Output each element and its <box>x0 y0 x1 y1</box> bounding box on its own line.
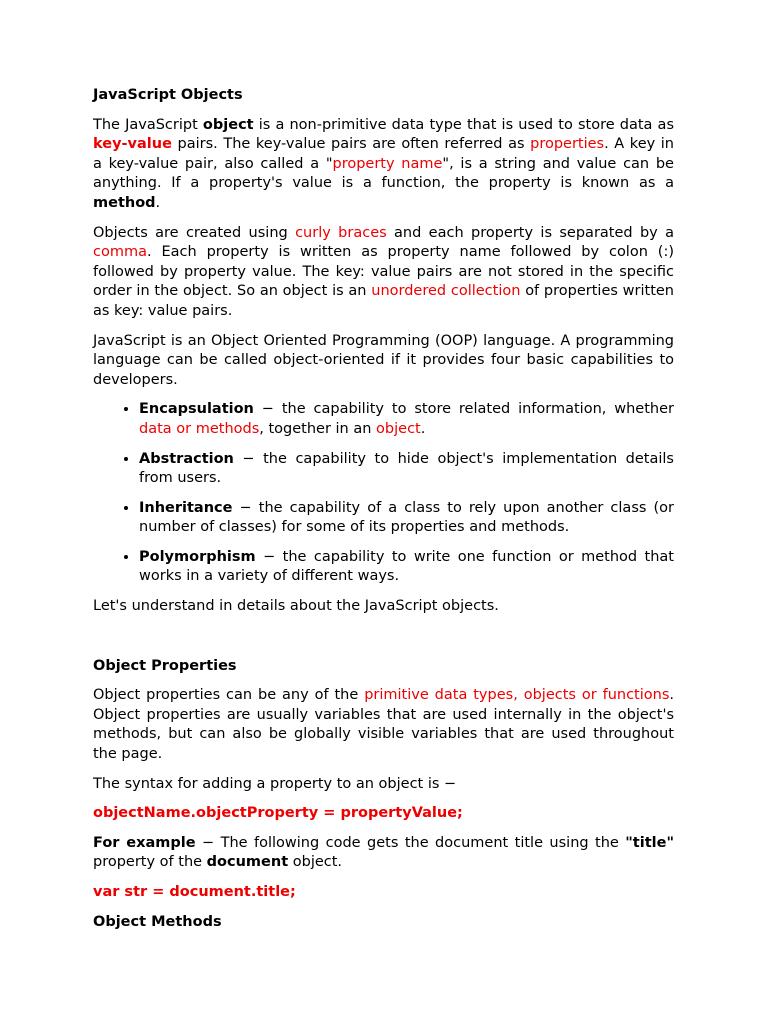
text: ", is a string and value can be anything. If a property's value is a function, the property is known as a <box>93 155 674 192</box>
heading-javascript-objects: JavaScript Objects <box>93 87 243 103</box>
highlight-text: curly braces <box>295 224 387 241</box>
highlight-text: comma <box>93 244 147 261</box>
bold-text: object <box>202 116 254 133</box>
text: and each property is separated by a <box>386 224 674 241</box>
capabilities-list <box>93 400 674 587</box>
heading-object-methods: Object Methods <box>93 913 222 930</box>
text: − the capability to hide object's implementation details from users. <box>139 450 674 487</box>
paragraph-lets-understand: Let's understand in details about the JavaScript objects. <box>93 598 499 615</box>
code-snippet-example: var str = document.title; <box>93 884 296 900</box>
text: of properties written as key: value pairs. <box>93 283 674 319</box>
bold-text: document <box>206 854 289 871</box>
text: . <box>155 194 161 211</box>
bold-text: method <box>93 194 156 211</box>
text: . A key in a key-value pair, also called a " <box>93 136 674 172</box>
text: − The following code gets the document title using the <box>195 834 626 851</box>
text: object. <box>288 854 343 871</box>
highlight-text: unordered collection <box>371 283 521 300</box>
paragraph-properties <box>93 686 674 764</box>
heading-object-properties: Object Properties <box>93 657 237 674</box>
list-item <box>139 450 674 489</box>
text: Object properties can be any of the <box>93 687 365 704</box>
spacer <box>93 627 674 657</box>
text: − the capability of a class to rely upon another class (or number of classes) for some of its properties and methods. <box>139 499 674 536</box>
list-item <box>139 400 674 439</box>
code-snippet-syntax: objectName.objectProperty = propertyValue; <box>93 805 463 822</box>
text: − the capability to write one function or method that works in a variety of different ways. <box>139 548 674 585</box>
paragraph-syntax: The syntax for adding a property to an object is − <box>93 775 457 792</box>
text: pairs. The key-value pairs are often referred as <box>171 136 531 153</box>
bullet-term: Inheritance <box>139 499 233 516</box>
paragraph-creation <box>93 224 674 322</box>
bullet-term: Polymorphism <box>139 548 256 565</box>
highlight-text: object <box>376 420 421 437</box>
text: Objects are created using <box>93 224 296 241</box>
text: , together in an <box>259 420 377 437</box>
bold-text: "title" <box>625 834 674 851</box>
list-item <box>139 499 674 538</box>
bullet-term: Abstraction <box>139 450 234 467</box>
text: . Each property is written as property name followed by colon (:) followed by property value. The key: value pairs are not stored in the specific order in the object. So an object is an <box>93 244 674 300</box>
document-page <box>93 86 674 942</box>
text: is a non-primitive data type that is used to store data as <box>253 116 674 133</box>
paragraph-intro <box>93 116 674 214</box>
text: . <box>420 420 426 437</box>
list-item <box>139 548 674 587</box>
highlight-text: key-value <box>93 136 172 153</box>
paragraph-oop: JavaScript is an Object Oriented Programming (OOP) language. A programming language can be called object-oriented if it provides four basic capabilities to developers. <box>93 332 674 388</box>
bold-text: For example <box>93 834 196 851</box>
bullet-term: Encapsulation <box>139 401 254 418</box>
text: . Object properties are usually variables that are used internally in the object's methods, but can also be globally visible variables that are used throughout the page. <box>93 687 674 763</box>
text: − the capability to store related information, whether <box>253 401 674 418</box>
highlight-text: property name <box>332 155 443 172</box>
highlight-text: properties <box>530 136 605 153</box>
text: The JavaScript <box>93 116 203 133</box>
highlight-text: data or methods <box>139 420 260 437</box>
paragraph-example <box>93 834 674 873</box>
text: property of the <box>93 854 207 871</box>
highlight-text: primitive data types, objects or functions <box>364 687 670 704</box>
